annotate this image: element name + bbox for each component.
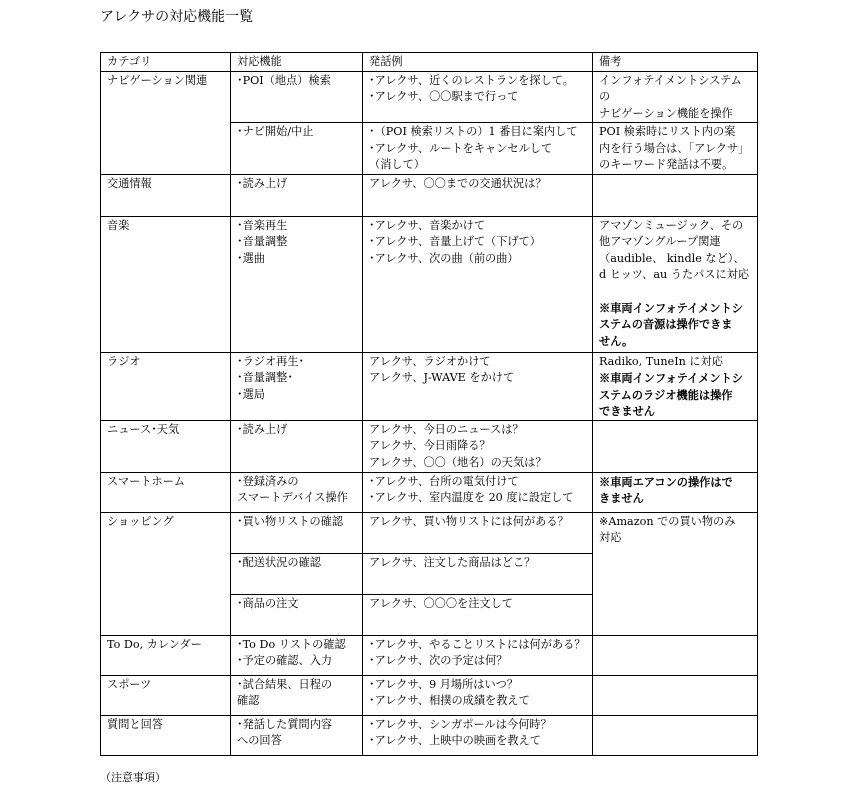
example-cell: アレクサ、〇〇までの交通状況は？	[363, 174, 593, 216]
header-function: 対応機能	[231, 53, 363, 72]
category-cell: 音楽	[101, 216, 231, 352]
example-cell: ･アレクサ、9 月場所はいつ？ ･アレクサ、相撲の成績を教えて	[363, 675, 593, 715]
example-cell: ･（POI 検索リストの）1 番目に案内して ･アレクサ、ルートをキャンセルして （消して）	[363, 123, 593, 175]
example-cell: ･アレクサ、シンガポールは今何時？ ･アレクサ、上映中の映画を教えて	[363, 715, 593, 755]
example-cell: アレクサ、ラジオかけて アレクサ、J-WAVE をかけて	[363, 352, 593, 420]
table-row	[101, 216, 758, 352]
example-cell: アレクサ、今日のニュースは？ アレクサ、今日雨降る？ アレクサ、〇〇（地名）の天気は？	[363, 420, 593, 472]
function-cell: ･To Do リストの確認 ･予定の確認、入力	[231, 635, 363, 675]
function-cell: ･読み上げ	[231, 420, 363, 472]
table-row	[101, 420, 758, 472]
category-cell: 質問と回答	[101, 715, 231, 755]
table-row	[101, 352, 758, 420]
notes-cell	[593, 715, 758, 755]
table-row	[101, 71, 758, 123]
category-cell: スマートホーム	[101, 472, 231, 512]
table-row	[101, 174, 758, 216]
category-cell: ショッピング	[101, 512, 231, 635]
function-cell: ･音楽再生 ･音量調整 ･選曲	[231, 216, 363, 352]
table-row	[101, 675, 758, 715]
feature-table	[100, 52, 758, 756]
document-title: アレクサの対応機能一覧	[100, 9, 254, 25]
footer-note: （注意事項）	[100, 771, 166, 784]
function-cell: ･ナビ開始/中止	[231, 123, 363, 175]
notes-cell	[593, 675, 758, 715]
table-row	[101, 635, 758, 675]
function-cell: ･商品の注文	[231, 594, 363, 635]
notes-cell: アマゾンミュージック、その 他アマゾングループ関連 （audible、 kindle など）、 d ヒッツ、au うたパスに対応 ※車両インフォテイメントシ ステムの音源は操作できま せん。	[593, 216, 758, 352]
notes-cell	[593, 635, 758, 675]
category-cell: ナビゲーション関連	[101, 71, 231, 174]
notes-cell	[593, 420, 758, 472]
category-cell: ラジオ	[101, 352, 231, 420]
function-cell: ･発話した質問内容 への回答	[231, 715, 363, 755]
example-cell: ･アレクサ、音楽かけて ･アレクサ、音量上げて（下げて） ･アレクサ、次の曲（前の曲）	[363, 216, 593, 352]
table-row	[101, 715, 758, 755]
header-example: 発話例	[363, 53, 593, 72]
function-cell: ･ラジオ再生･ ･音量調整･ ･選局	[231, 352, 363, 420]
function-cell: ･POI（地点）検索	[231, 71, 363, 123]
function-cell: ･登録済みの スマートデバイス操作	[231, 472, 363, 512]
notes-cell: インフォテイメントシステムの ナビゲーション機能を操作	[593, 71, 758, 123]
notes-cell: ※車両エアコンの操作はで きません	[593, 472, 758, 512]
category-cell: To Do, カレンダー	[101, 635, 231, 675]
notes-cell: POI 検索時にリスト内の案 内を行う場合は、「アレクサ」 のキーワード発話は不要。	[593, 123, 758, 175]
notes-cell: Radiko, TuneIn に対応 ※車両インフォテイメントシ ステムのラジオ機能は操作 できません	[593, 352, 758, 420]
example-cell: アレクサ、〇〇〇を注文して	[363, 594, 593, 635]
function-cell: ･配送状況の確認	[231, 553, 363, 594]
category-cell: ニュース･天気	[101, 420, 231, 472]
function-cell: ･読み上げ	[231, 174, 363, 216]
category-cell: 交通情報	[101, 174, 231, 216]
example-cell: ･アレクサ、やることリストには何がある？ ･アレクサ、次の予定は何？	[363, 635, 593, 675]
example-cell: ･アレクサ、台所の電気付けて ･アレクサ、室内温度を 20 度に設定して	[363, 472, 593, 512]
example-cell: ･アレクサ、近くのレストランを探して。 ･アレクサ、〇〇駅まで行って	[363, 71, 593, 123]
table-row	[101, 512, 758, 553]
notes-cell: ※Amazon での買い物のみ 対応	[593, 512, 758, 635]
function-cell: ･試合結果、日程の 確認	[231, 675, 363, 715]
table-header-row	[101, 53, 758, 72]
category-cell: スポーツ	[101, 675, 231, 715]
header-category: カテゴリ	[101, 53, 231, 72]
table-row	[101, 472, 758, 512]
example-cell: アレクサ、注文した商品はどこ？	[363, 553, 593, 594]
example-cell: アレクサ、買い物リストには何がある？	[363, 512, 593, 553]
notes-cell	[593, 174, 758, 216]
header-notes: 備考	[593, 53, 758, 72]
function-cell: ･買い物リストの確認	[231, 512, 363, 553]
